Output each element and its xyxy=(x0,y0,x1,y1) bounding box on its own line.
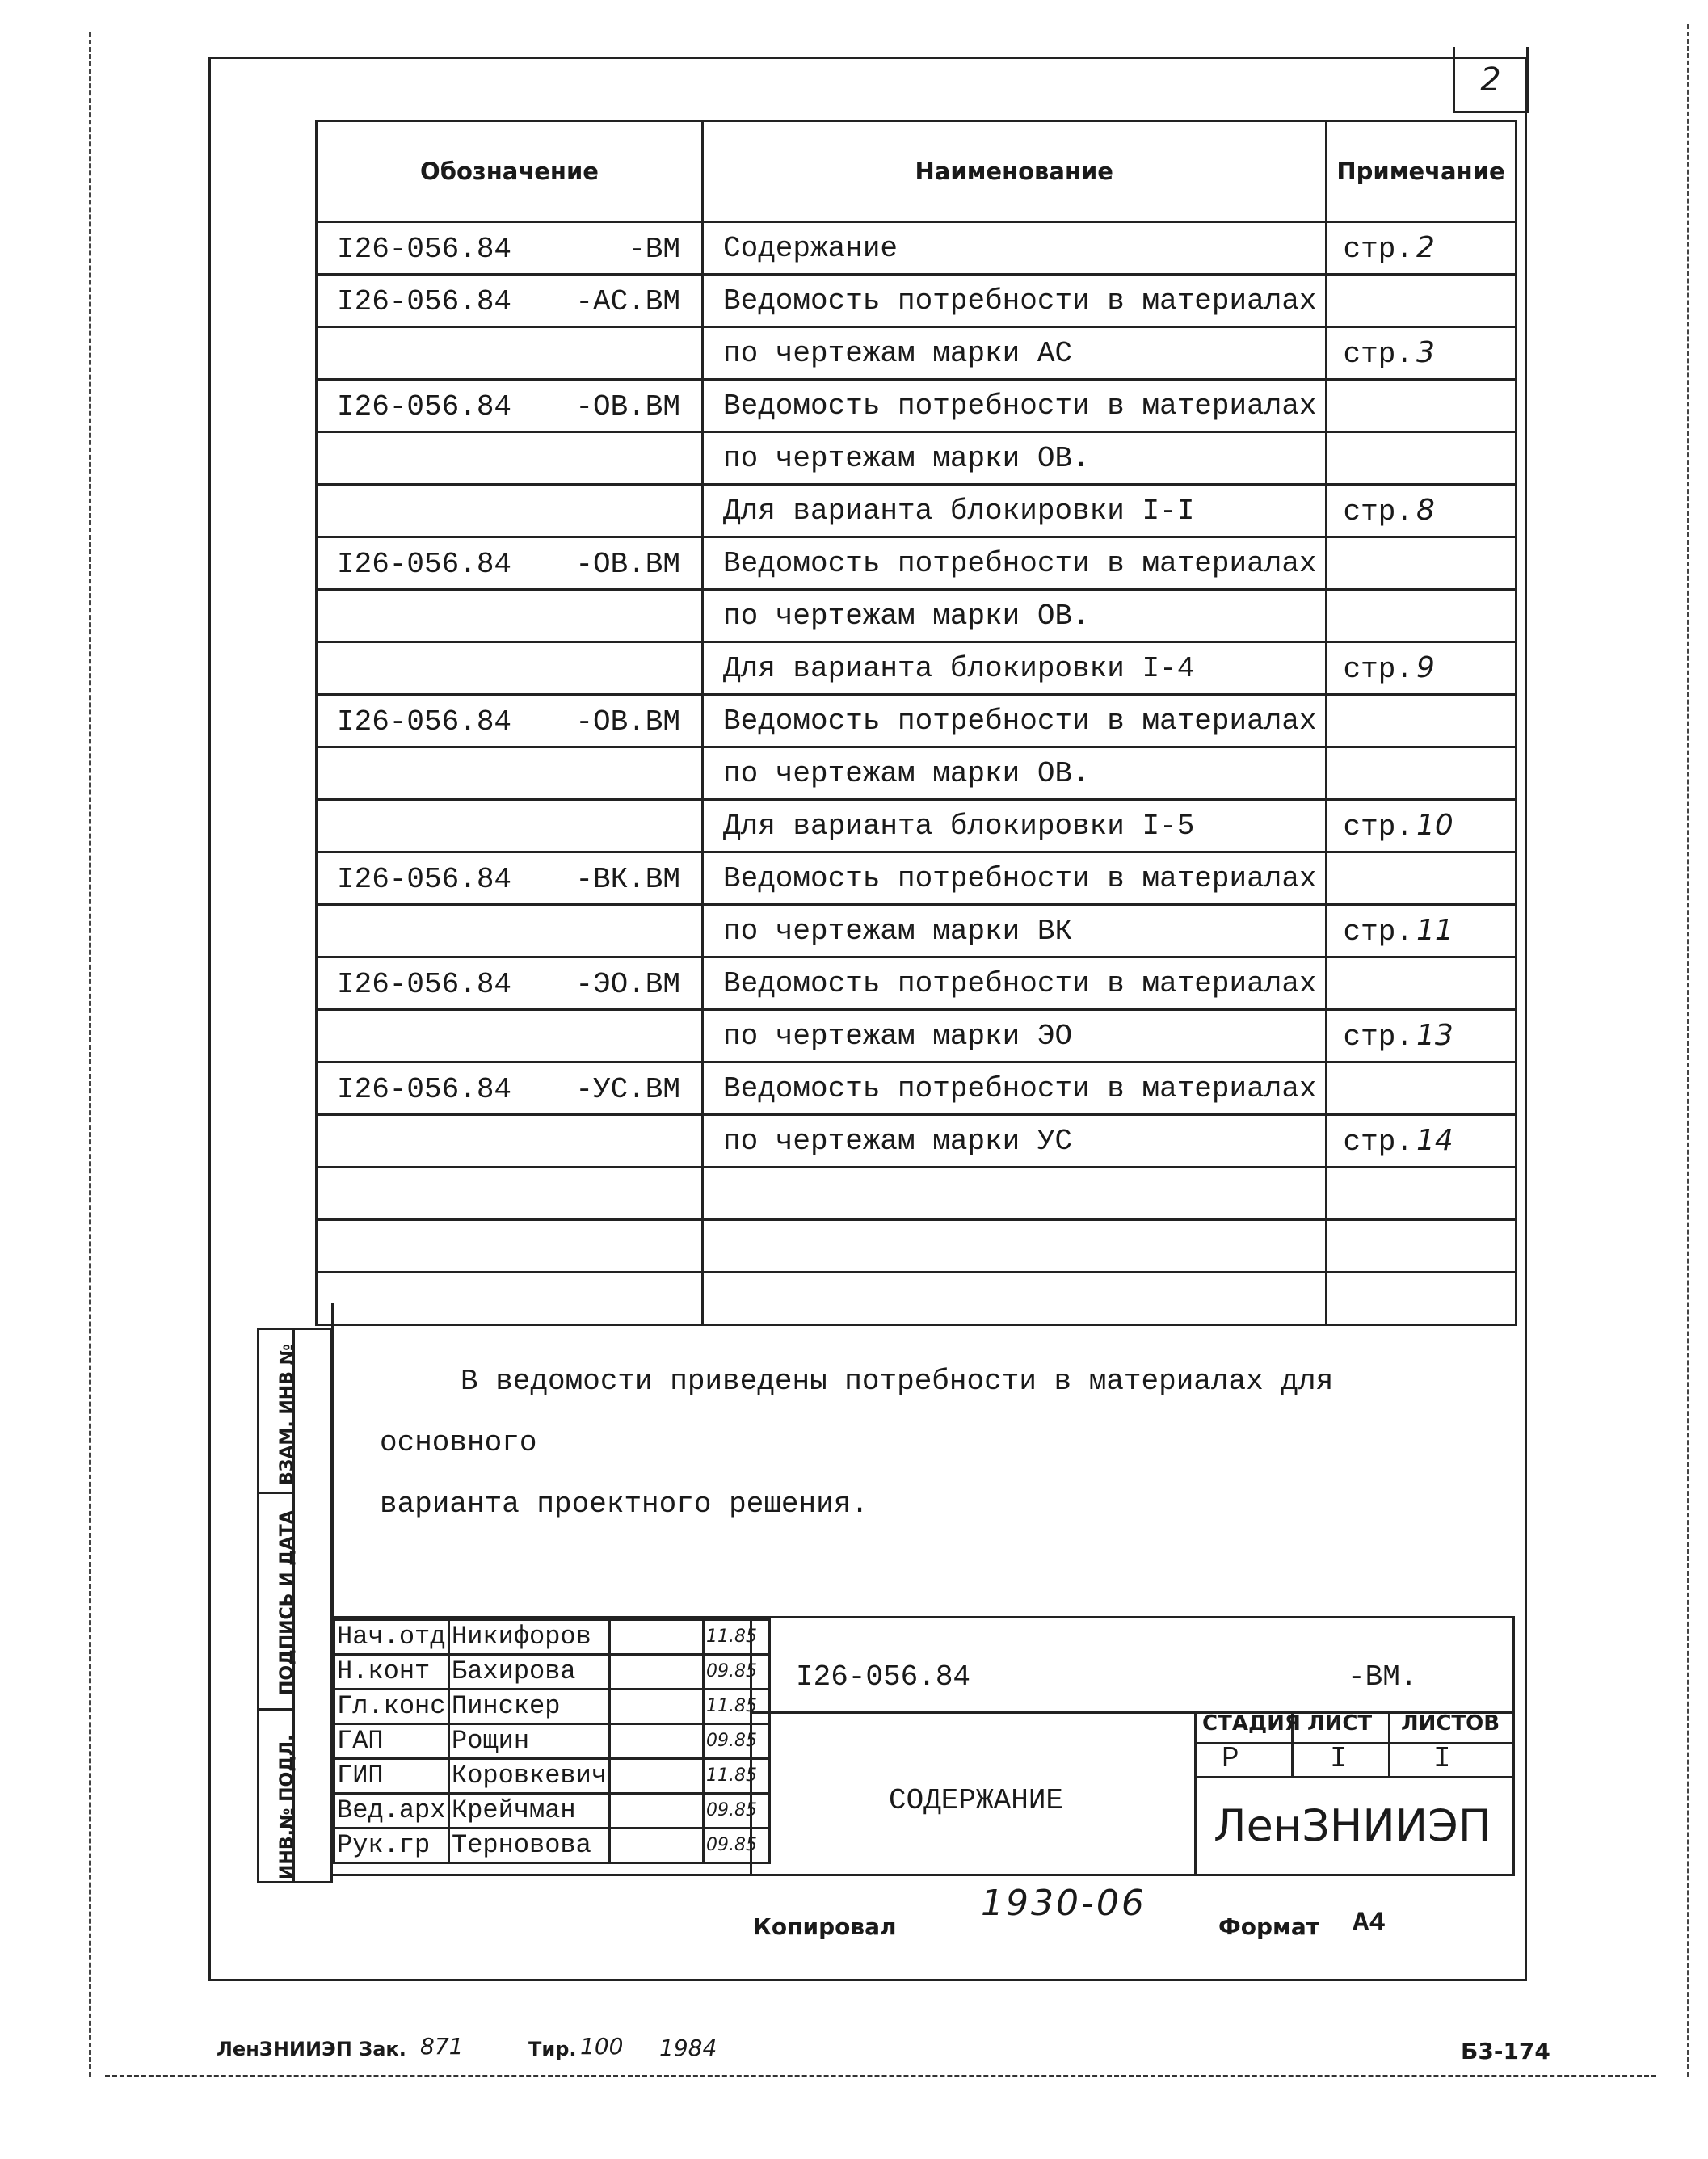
sheet-value: I xyxy=(1330,1742,1348,1775)
designation-code: I26-056.84 xyxy=(337,285,512,318)
signature-date: 11.85 xyxy=(704,1690,770,1724)
note-prefix: стр. xyxy=(1343,1125,1413,1159)
signature-mark xyxy=(610,1724,704,1759)
designation-suffix: -АС.ВМ xyxy=(575,285,680,318)
sheet-header: ЛИСТ xyxy=(1307,1711,1373,1736)
note-cell xyxy=(1326,1220,1516,1273)
remark-line-1: В ведомости приведены потребности в материалах для основного xyxy=(380,1365,1334,1459)
table-row xyxy=(317,327,1517,380)
note-cell xyxy=(1326,905,1516,957)
table-row xyxy=(317,1063,1517,1115)
footer-print-run: 100 xyxy=(580,2033,624,2060)
name-cell: по чертежам марки ВК xyxy=(703,905,1327,957)
note-cell xyxy=(1326,1063,1516,1115)
note-cell xyxy=(1326,1168,1516,1220)
note-prefix: стр. xyxy=(1343,915,1413,949)
note-prefix: стр. xyxy=(1343,337,1413,371)
table-row xyxy=(317,485,1517,537)
name-cell: по чертежам марки АС xyxy=(703,327,1327,380)
note-prefix: стр. xyxy=(1343,495,1413,528)
name-cell: Ведомость потребности в материалах xyxy=(703,695,1327,747)
name-cell: Ведомость потребности в материалах xyxy=(703,380,1327,432)
signature-mark xyxy=(610,1759,704,1794)
footer-order-no: 871 xyxy=(420,2033,464,2060)
table-row xyxy=(317,1115,1517,1168)
name-cell: по чертежам марки ОВ. xyxy=(703,590,1327,642)
signature-mark xyxy=(610,1690,704,1724)
signature-date: 09.85 xyxy=(704,1794,770,1829)
signature-row xyxy=(334,1794,770,1829)
note-cell xyxy=(1326,642,1516,695)
signature-role: Гл.конс xyxy=(334,1690,449,1724)
signature-role: ГИП xyxy=(334,1759,449,1794)
designation-cell xyxy=(317,327,703,380)
designation-suffix: -ВМ xyxy=(628,233,680,266)
designation-cell xyxy=(317,537,703,590)
signature-date: 11.85 xyxy=(704,1620,770,1655)
signature-name: Бахирова xyxy=(449,1655,610,1690)
signature-row xyxy=(334,1655,770,1690)
signature-date: 09.85 xyxy=(704,1655,770,1690)
designation-cell xyxy=(317,800,703,852)
table-row xyxy=(317,275,1517,327)
name-cell: Ведомость потребности в материалах xyxy=(703,957,1327,1010)
signature-name: Никифоров xyxy=(449,1620,610,1655)
designation-code: I26-056.84 xyxy=(337,863,512,896)
signature-table xyxy=(333,1618,771,1864)
signature-mark xyxy=(610,1794,704,1829)
designation-suffix: -ВК.ВМ xyxy=(575,863,680,896)
table-row xyxy=(317,590,1517,642)
name-cell: Ведомость потребности в материалах xyxy=(703,852,1327,905)
name-cell: по чертежам марки ЭО xyxy=(703,1010,1327,1063)
designation-cell xyxy=(317,1010,703,1063)
table-row xyxy=(317,642,1517,695)
copied-label: Копировал xyxy=(753,1913,897,1940)
note-page: 10 xyxy=(1416,808,1453,842)
table-row xyxy=(317,747,1517,800)
table-row xyxy=(317,852,1517,905)
name-cell: по чертежам марки ОВ. xyxy=(703,432,1327,485)
note-prefix: стр. xyxy=(1343,1020,1413,1054)
designation-suffix: -ОВ.ВМ xyxy=(575,705,680,739)
note-page: 2 xyxy=(1416,230,1435,264)
note-cell xyxy=(1326,747,1516,800)
signature-role: Н.конт xyxy=(334,1655,449,1690)
designation-cell xyxy=(317,852,703,905)
organization-name: ЛенЗНИИЭП xyxy=(1214,1800,1491,1851)
designation-cell xyxy=(317,1168,703,1220)
side-label-signature-date: ПОДПИСЬ И ДАТА xyxy=(277,1510,297,1695)
footer-year: 1984 xyxy=(659,2035,717,2061)
signature-name: Крейчман xyxy=(449,1794,610,1829)
sheets-value: I xyxy=(1433,1742,1451,1775)
signature-role: Вед.арх xyxy=(334,1794,449,1829)
remark-text xyxy=(380,1351,1495,1535)
signature-name: Пинскер xyxy=(449,1690,610,1724)
contents-table xyxy=(315,120,1517,1326)
signature-row xyxy=(334,1724,770,1759)
designation-cell xyxy=(317,642,703,695)
signature-date: 09.85 xyxy=(704,1829,770,1863)
document-title: СОДЕРЖАНИЕ xyxy=(889,1784,1064,1817)
right-trim-mark xyxy=(1687,24,1689,2077)
format-label: Формат xyxy=(1218,1913,1320,1940)
designation-code: I26-056.84 xyxy=(337,233,512,266)
designation-code: I26-056.84 xyxy=(337,548,512,581)
signature-row xyxy=(334,1759,770,1794)
stage-header: СТАДИЯ xyxy=(1202,1711,1301,1736)
signature-row xyxy=(334,1690,770,1724)
header-note: Примечание xyxy=(1326,121,1516,222)
signature-name: Рощин xyxy=(449,1724,610,1759)
header-designation: Обозначение xyxy=(317,121,703,222)
designation-cell xyxy=(317,432,703,485)
name-cell: по чертежам марки ОВ. xyxy=(703,747,1327,800)
designation-cell xyxy=(317,695,703,747)
table-row xyxy=(317,222,1517,275)
remark-line-2: варианта проектного решения. xyxy=(380,1488,869,1521)
table-row xyxy=(317,1220,1517,1273)
designation-cell xyxy=(317,1115,703,1168)
note-prefix: стр. xyxy=(1343,810,1413,844)
name-cell: Для варианта блокировки I-4 xyxy=(703,642,1327,695)
designation-cell xyxy=(317,485,703,537)
footer-print-run-label: Тир. xyxy=(528,2038,577,2060)
signature-row xyxy=(334,1620,770,1655)
note-cell xyxy=(1326,1115,1516,1168)
table-row xyxy=(317,905,1517,957)
designation-suffix: -УС.ВМ xyxy=(575,1073,680,1106)
designation-suffix: -ОВ.ВМ xyxy=(575,548,680,581)
note-page: 14 xyxy=(1416,1123,1453,1157)
name-cell: Для варианта блокировки I-I xyxy=(703,485,1327,537)
note-cell xyxy=(1326,432,1516,485)
footer-org-order: ЛенЗНИИЭП Зак. xyxy=(217,2038,406,2060)
signature-role: Нач.отд xyxy=(334,1620,449,1655)
table-row xyxy=(317,957,1517,1010)
stage-value: Р xyxy=(1222,1742,1239,1775)
document-code: I26-056.84 xyxy=(796,1660,971,1694)
note-cell xyxy=(1326,1010,1516,1063)
designation-cell xyxy=(317,957,703,1010)
signature-role: Рук.гр xyxy=(334,1829,449,1863)
designation-cell xyxy=(317,747,703,800)
note-cell xyxy=(1326,380,1516,432)
note-cell xyxy=(1326,485,1516,537)
table-row xyxy=(317,432,1517,485)
cut-line xyxy=(105,2075,1656,2077)
note-cell xyxy=(1326,275,1516,327)
designation-code: I26-056.84 xyxy=(337,390,512,423)
note-cell xyxy=(1326,695,1516,747)
table-header-row xyxy=(317,121,1517,222)
designation-code: I26-056.84 xyxy=(337,705,512,739)
note-cell xyxy=(1326,327,1516,380)
name-cell xyxy=(703,1168,1327,1220)
note-page: 3 xyxy=(1416,335,1435,369)
table-row xyxy=(317,1168,1517,1220)
table-row xyxy=(317,1010,1517,1063)
designation-cell xyxy=(317,380,703,432)
table-row xyxy=(317,695,1517,747)
signature-date: 11.85 xyxy=(704,1759,770,1794)
document-suffix: -ВМ. xyxy=(1348,1660,1418,1694)
name-cell: Ведомость потребности в материалах xyxy=(703,275,1327,327)
signature-date: 09.85 xyxy=(704,1724,770,1759)
designation-suffix: -ОВ.ВМ xyxy=(575,390,680,423)
designation-cell xyxy=(317,275,703,327)
name-cell: Ведомость потребности в материалах xyxy=(703,537,1327,590)
side-stamp xyxy=(257,1328,333,1883)
designation-cell xyxy=(317,1220,703,1273)
name-cell: по чертежам марки УС xyxy=(703,1115,1327,1168)
signature-mark xyxy=(610,1655,704,1690)
note-cell xyxy=(1326,537,1516,590)
name-cell: Содержание xyxy=(703,222,1327,275)
note-page: 9 xyxy=(1416,650,1435,684)
handwritten-number: 1930-06 xyxy=(981,1883,1146,1924)
note-cell xyxy=(1326,222,1516,275)
designation-code: I26-056.84 xyxy=(337,968,512,1001)
left-trim-mark xyxy=(89,32,91,2077)
note-page: 8 xyxy=(1416,493,1435,527)
designation-cell xyxy=(317,1063,703,1115)
designation-cell xyxy=(317,222,703,275)
note-cell xyxy=(1326,590,1516,642)
note-cell xyxy=(1326,800,1516,852)
signature-name: Коровкевич xyxy=(449,1759,610,1794)
name-cell xyxy=(703,1220,1327,1273)
designation-cell xyxy=(317,590,703,642)
footer-code: Б3-174 xyxy=(1461,2038,1550,2064)
format-value: А4 xyxy=(1353,1909,1386,1939)
signature-role: ГАП xyxy=(334,1724,449,1759)
side-label-inv-podl: ИНВ.№ ПОДЛ. xyxy=(277,1734,297,1879)
designation-code: I26-056.84 xyxy=(337,1073,512,1106)
designation-suffix: -ЭО.ВМ xyxy=(575,968,680,1001)
table-body xyxy=(317,222,1517,1325)
table-row xyxy=(317,380,1517,432)
sheets-header: ЛИСТОВ xyxy=(1401,1711,1500,1736)
sheet-number-box: 2 xyxy=(1453,47,1529,113)
note-cell xyxy=(1326,852,1516,905)
designation-cell xyxy=(317,905,703,957)
signature-name: Терновова xyxy=(449,1829,610,1863)
signature-mark xyxy=(610,1620,704,1655)
signature-row xyxy=(334,1829,770,1863)
signature-mark xyxy=(610,1829,704,1863)
note-page: 11 xyxy=(1416,913,1453,947)
note-page: 13 xyxy=(1416,1018,1453,1052)
note-prefix: стр. xyxy=(1343,232,1413,266)
note-cell xyxy=(1326,957,1516,1010)
side-label-vzam-inv: ВЗАМ. ИНВ № xyxy=(277,1343,297,1485)
note-prefix: стр. xyxy=(1343,652,1413,686)
table-row xyxy=(317,800,1517,852)
name-cell: Ведомость потребности в материалах xyxy=(703,1063,1327,1115)
name-cell: Для варианта блокировки I-5 xyxy=(703,800,1327,852)
header-name: Наименование xyxy=(703,121,1327,222)
table-row xyxy=(317,537,1517,590)
